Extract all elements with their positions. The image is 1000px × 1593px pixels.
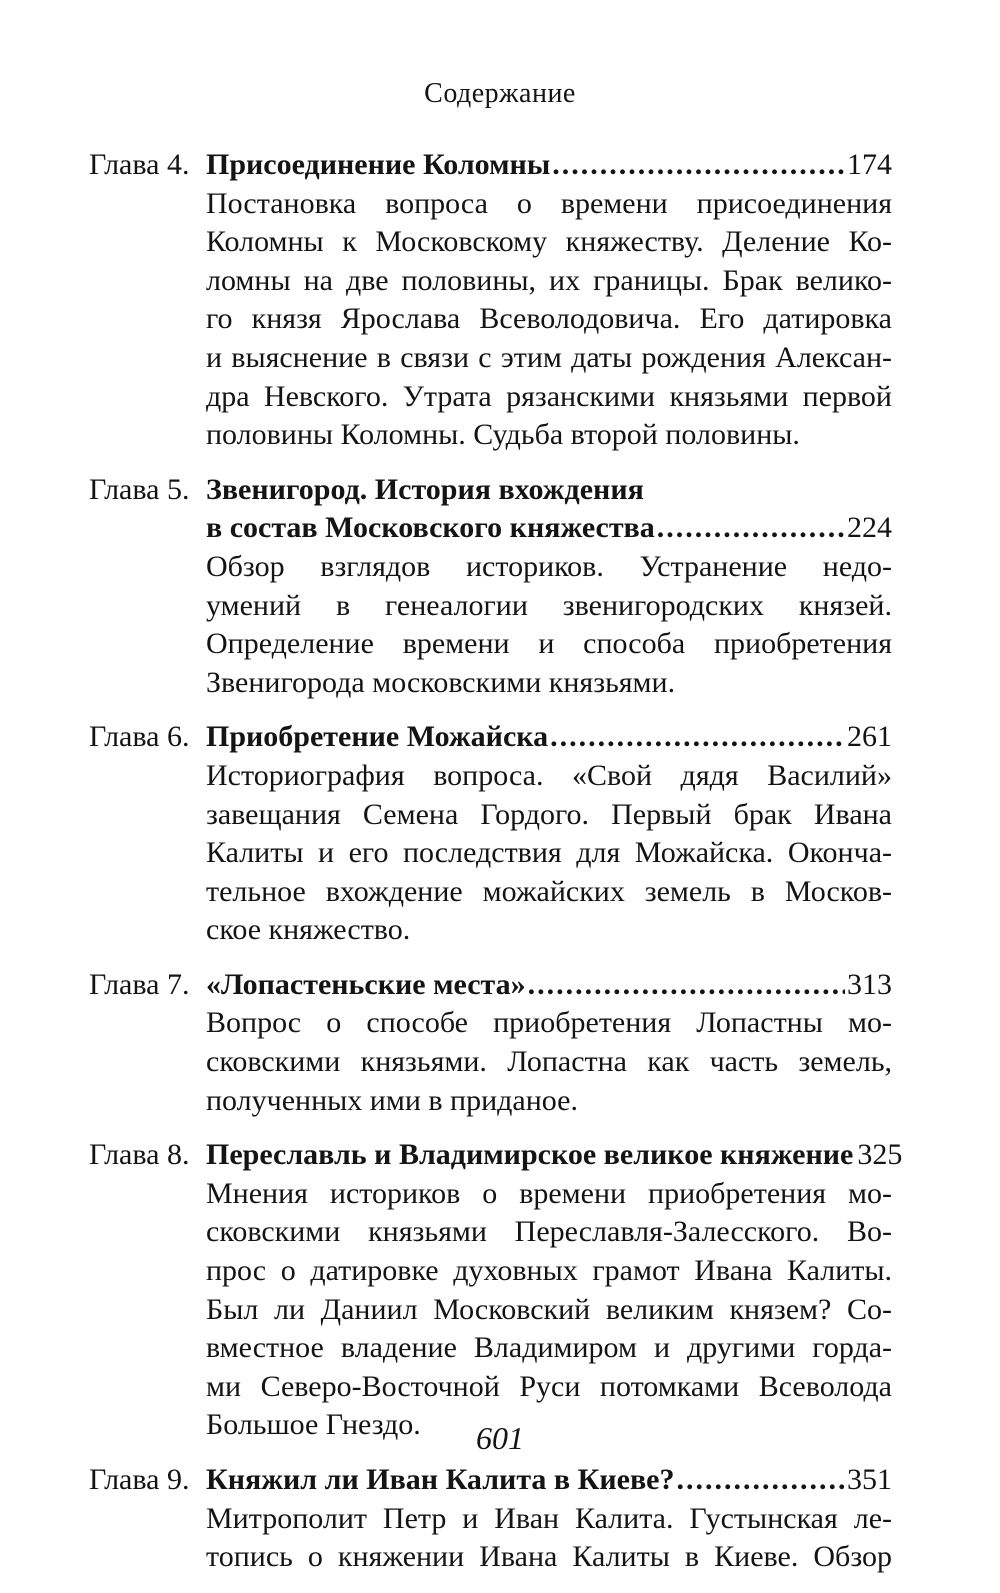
chapter-number: Глава 6.	[89, 720, 190, 754]
page-number: 224	[847, 511, 892, 545]
description-line: дра Невского. Утрата рязанскими князьями первой	[206, 379, 892, 413]
description-line: топись о княжении Ивана Калиты в Киеве. Обзор	[206, 1540, 892, 1574]
chapter-title-line-2[interactable]: в состав Московского княжества	[206, 511, 655, 545]
chapter-title[interactable]: Княжил ли Иван Калита в Киеве?	[206, 1463, 675, 1496]
page-number: 351	[847, 1463, 892, 1496]
chapter-number: Глава 7.	[89, 967, 190, 1001]
description-line: Коломны к Московскому княжеству. Деление Ко-	[206, 225, 892, 259]
description-line: Большое Гнездо.	[206, 1408, 421, 1442]
description-line: сковскими князьями Переславля-Залесского. Во-	[206, 1215, 892, 1249]
description-line: Обзор взглядов историков. Устранение недо-	[206, 549, 892, 583]
page-number: 325	[857, 1138, 903, 1172]
description-line: Звенигорода московскими князьями.	[206, 665, 676, 699]
description-line: Определение времени и способа приобретения	[206, 627, 892, 661]
chapter-title[interactable]: Приобретение Можайска	[206, 720, 549, 754]
description-line: полученных ими в приданое.	[206, 1083, 578, 1117]
toc-entry-chapter-5	[89, 471, 892, 703]
chapter-number: Глава 4.	[89, 148, 190, 181]
description-line: сковскими князьями. Лопастна как часть земель,	[206, 1045, 892, 1079]
dot-leader	[550, 718, 845, 757]
page-number: 261	[847, 720, 892, 754]
description-line: вместное владение Владимиром и другими горда-	[206, 1331, 892, 1365]
dot-leader	[528, 966, 845, 1005]
toc-entry-chapter-8	[89, 1136, 903, 1445]
description-line: Калиты и его последствия для Можайска. Оконча-	[206, 836, 892, 870]
description-line: завещания Семена Гордого. Первый брак Ивана	[206, 797, 892, 831]
description-line: ломны на две половины, их границы. Брак велико-	[206, 263, 892, 297]
chapter-number: Глава 9.	[89, 1463, 190, 1496]
chapter-number: Глава 5.	[89, 472, 190, 506]
running-head: Содержание	[424, 78, 576, 109]
chapter-title[interactable]: «Лопастеньские места»	[206, 967, 526, 1001]
description-line: ми Северо-Восточной Руси потомками Всеволода	[206, 1369, 892, 1403]
table-of-contents	[89, 146, 903, 1593]
description-line: прос о датировке духовных грамот Ивана Калиты.	[206, 1254, 892, 1288]
description-line: умений в генеалогии звенигородских князей.	[206, 588, 892, 622]
description-line: Митрополит Петр и Иван Калита. Густынская ле-	[206, 1501, 892, 1535]
description-line: Постановка вопроса о времени присоединения	[206, 186, 892, 220]
description-line: половины Коломны. Судьба второй половины.	[206, 418, 800, 452]
chapter-number: Глава 8.	[89, 1138, 190, 1172]
toc-entry-chapter-9	[89, 1461, 892, 1577]
chapter-title[interactable]: Переславль и Владимирское великое княжение	[206, 1138, 854, 1172]
dot-leader	[552, 146, 845, 185]
description-line: го князя Ярослава Всеволодовича. Его датировка	[206, 302, 892, 336]
description-line: Историография вопроса. «Свой дядя Василий»	[206, 758, 892, 792]
dot-leader	[657, 509, 845, 548]
toc-entry-chapter-6	[89, 718, 892, 950]
description-line: Был ли Даниил Московский великим князем? Со-	[206, 1292, 892, 1326]
page-number: 174	[847, 148, 892, 181]
page-number: 313	[847, 967, 892, 1001]
description-line: тельное вхождение можайских земель в Москов-	[206, 874, 892, 908]
page-folio: 601	[476, 1420, 524, 1456]
chapter-title[interactable]: Присоединение Коломны	[206, 148, 551, 181]
description-line: Вопрос о способе приобретения Лопастны мо-	[206, 1006, 892, 1040]
toc-entry-chapter-7	[89, 966, 892, 1120]
chapter-title-line-1[interactable]: Звенигород. История вхождения	[206, 472, 644, 506]
description-line: Мнения историков о времени приобретения мо-	[206, 1176, 892, 1210]
toc-entry-chapter-4	[89, 146, 892, 455]
description-line: ское княжество.	[206, 913, 411, 947]
description-line: и выяснение в связи с этим даты рождения Алексан-	[206, 340, 892, 374]
dot-leader	[677, 1461, 846, 1500]
